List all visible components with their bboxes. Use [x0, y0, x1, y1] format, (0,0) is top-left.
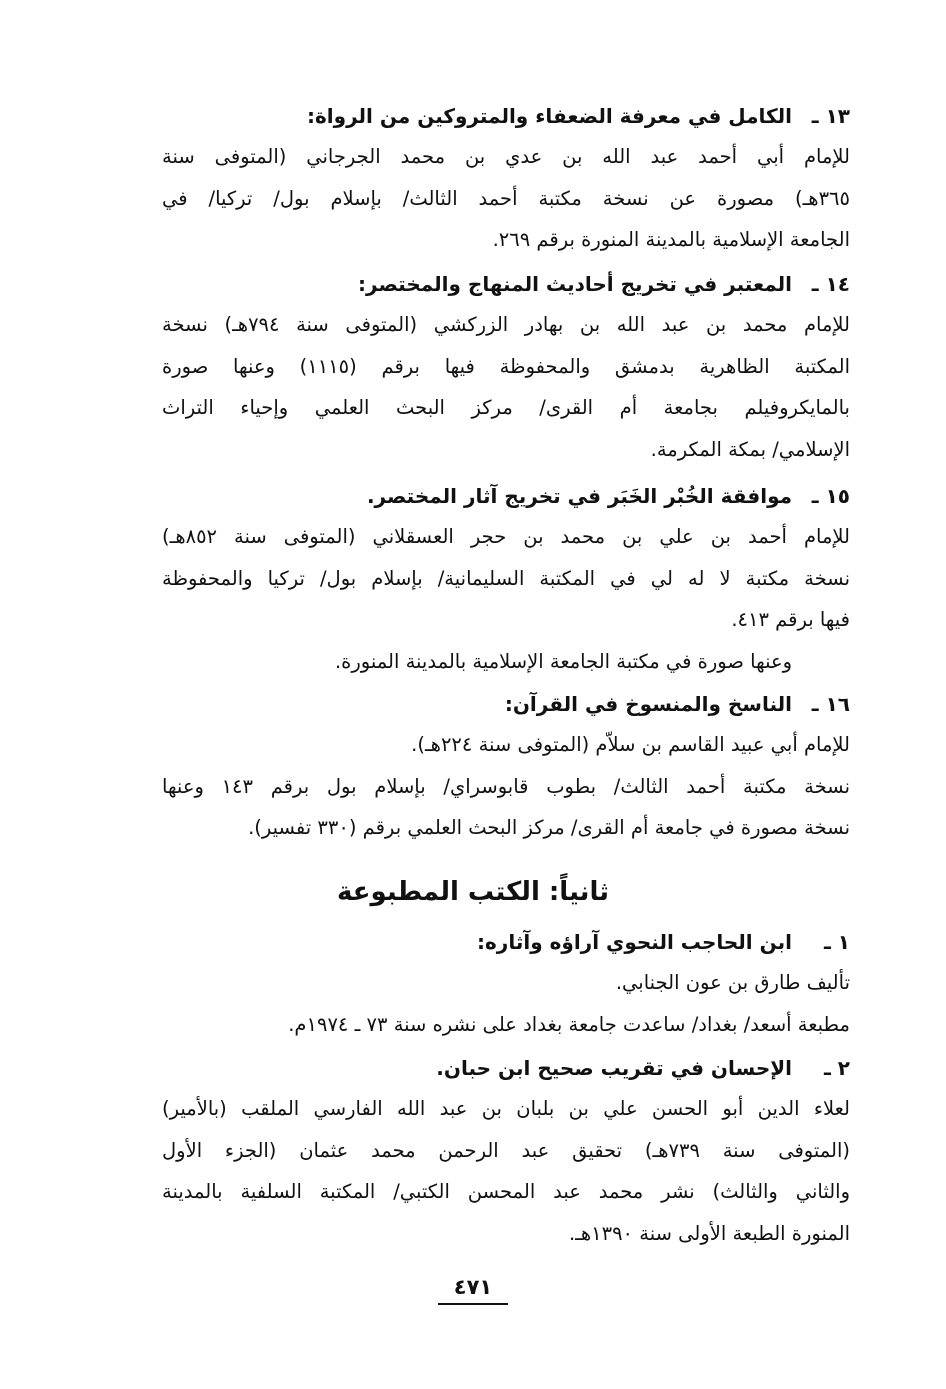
- entry-line: للإمام أحمد بن علي بن محمد بن حجر العسقلاني (المتوفى سنة ٨٥٢هـ): [162, 525, 850, 548]
- entry-body: [110, 962, 850, 1045]
- entry-body: [110, 136, 850, 261]
- entry-line: وعنها صورة في مكتبة الجامعة الإسلامية بالمدينة المنورة.: [334, 649, 792, 673]
- entry-title: المعتبر في تخريج أحاديث المنهاج والمختصر:: [358, 272, 792, 296]
- entry-line: للإمام محمد بن عبد الله بن بهادر الزركشي (المتوفى سنة ٧٩٤هـ) نسخة: [162, 313, 850, 336]
- entry-number: ١٥ ـ: [811, 484, 850, 508]
- entry-title: ابن الحاجب النحوي آراؤه وآثاره:: [477, 930, 792, 954]
- entry-line: تأليف طارق بن عون الجنابي.: [615, 971, 850, 994]
- entry-line: والثاني والثالث) نشر محمد عبد المحسن الكتبي/ المكتبة السلفية بالمدينة: [162, 1180, 850, 1203]
- entry-number: ١ ـ: [823, 930, 850, 954]
- entry-body: [110, 724, 850, 849]
- entry-number: ١٤ ـ: [811, 272, 850, 296]
- printed-entry-2: [110, 1048, 850, 1254]
- entry-line: مطبعة أسعد/ بغداد/ ساعدت جامعة بغداد على نشره سنة ٧٣ ـ ١٩٧٤م.: [288, 1012, 850, 1036]
- entry-line: فيها برقم ٤١٣.: [731, 608, 850, 631]
- entry-line: (المتوفى سنة ٧٣٩هـ) تحقيق عبد الرحمن محمد عثمان (الجزء الأول: [162, 1138, 850, 1162]
- section-title: ثانياً: الكتب المطبوعة: [337, 877, 609, 907]
- entry-line: نسخة مكتبة أحمد الثالث/ بطوب قابوسراي/ بإسلام بول برقم ١٤٣ وعنها: [162, 774, 850, 798]
- entry-heading: [110, 264, 850, 304]
- entry-heading: [110, 684, 850, 724]
- entry-number: ١٣ ـ: [811, 104, 850, 128]
- entry-title: موافقة الخُبْر الخَبَر في تخريج آثار المختصر.: [366, 484, 792, 508]
- entry-line: بالمايكروفيلم بجامعة أم القرى/ مركز البحث العلمي وإحياء التراث: [162, 396, 850, 419]
- entry-number: ٢ ـ: [823, 1056, 850, 1080]
- page-number: [0, 1275, 946, 1305]
- manuscript-entry-16: [110, 684, 850, 849]
- manuscript-entry-13: [110, 96, 850, 261]
- entry-line: للإمام أبي أحمد عبد الله بن عدي بن محمد الجرجاني (المتوفى سنة: [162, 145, 850, 168]
- entry-line: نسخة مكتبة لا له لي في المكتبة السليمانية/ بإسلام بول/ تركيا والمحفوظة: [162, 566, 850, 590]
- page-number-rule: [438, 1303, 508, 1305]
- entry-heading: [110, 1048, 850, 1088]
- entry-line: المنورة الطبعة الأولى سنة ١٣٩٠هـ.: [568, 1221, 850, 1245]
- manuscript-entry-15: [110, 476, 850, 682]
- entry-heading: [110, 476, 850, 516]
- entry-line: نسخة مصورة في جامعة أم القرى/ مركز البحث العلمي برقم (٣٣٠ تفسير).: [248, 816, 850, 839]
- entry-title: الناسخ والمنسوخ في القرآن:: [504, 692, 792, 716]
- manuscript-entry-14: [110, 264, 850, 470]
- entry-title: الإحسان في تقريب صحيح ابن حبان.: [436, 1056, 792, 1080]
- entry-line: الإسلامي/ بمكة المكرمة.: [650, 437, 850, 461]
- entry-body: [110, 516, 850, 682]
- entry-heading: [110, 922, 850, 962]
- entry-body: [110, 304, 850, 470]
- entry-heading: [110, 96, 850, 136]
- entry-line: الجامعة الإسلامية بالمدينة المنورة برقم ٢٦٩.: [492, 228, 850, 251]
- entry-line: ٣٦٥هـ) مصورة عن نسخة مكتبة أحمد الثالث/ بإسلام بول/ تركيا/ في: [162, 186, 850, 210]
- printed-entry-1: [110, 922, 850, 1045]
- entry-line: المكتبة الظاهرية بدمشق والمحفوظة فيها برقم (١١١٥) وعنها صورة: [162, 354, 850, 378]
- entry-body: [110, 1088, 850, 1254]
- entry-line: للإمام أبي عبيد القاسم بن سلاّم (المتوفى سنة ٢٢٤هـ).: [411, 733, 850, 756]
- entry-number: ١٦ ـ: [811, 692, 850, 716]
- entry-title: الكامل في معرفة الضعفاء والمتروكين من الرواة:: [307, 104, 792, 128]
- page-number-text: ٤٧١: [453, 1275, 493, 1299]
- entry-line: لعلاء الدين أبو الحسن علي بن بلبان بن عبد الله الفارسي الملقب (بالأمير): [162, 1097, 850, 1120]
